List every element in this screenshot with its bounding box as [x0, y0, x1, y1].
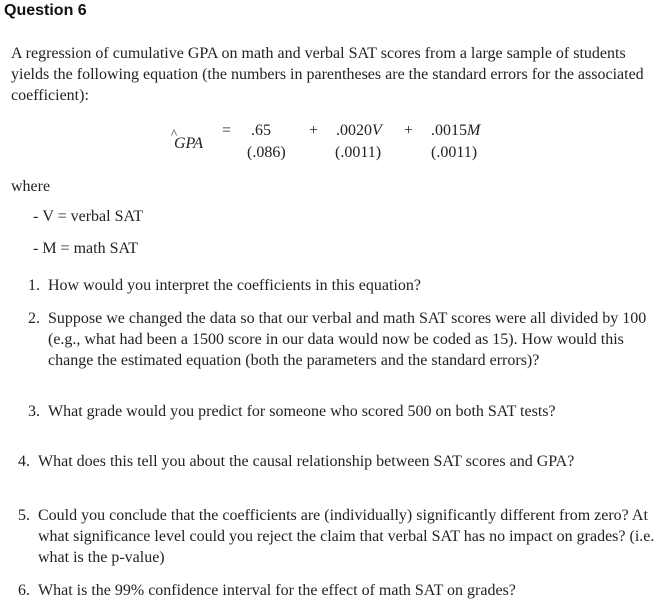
- question-number: 3.: [28, 403, 40, 420]
- definition-item: - V = verbal SAT: [33, 208, 144, 225]
- question-text: Suppose we changed the data so that our verbal and math SAT scores were all divided by 100 (e.g., what had been a 1500 score in our data would now be coded as 15). How would this change the estimated equation (both the parameters and the standard errors)?: [48, 310, 647, 369]
- question-text: What does this tell you about the causal relationship between SAT scores and GPA?: [38, 453, 575, 470]
- equation-intercept-se: (.086): [247, 144, 286, 161]
- equation-equals: =: [222, 122, 232, 139]
- question-item-1: [28, 275, 658, 297]
- regression-equation: ^ GPA = .65 (.086) + .0020V (.0011) + .0015M (.0011): [170, 122, 481, 161]
- question-text: How would you interpret the coefficients in this equation?: [48, 277, 421, 294]
- definition-item: - M = math SAT: [33, 240, 139, 257]
- question-item-6: [18, 580, 668, 602]
- question-number: 4.: [18, 453, 30, 470]
- equation-intercept: .65: [251, 122, 271, 139]
- question-item-3: [28, 401, 663, 423]
- equation-coef-m-se: (.0011): [431, 144, 478, 161]
- question-item-4: [18, 451, 668, 493]
- question-number: 5.: [18, 507, 30, 524]
- question-text: What grade would you predict for someone who scored 500 on both SAT tests?: [48, 403, 556, 420]
- question-text: Could you conclude that the coefficients are (individually) significantly different from zero? At what significance level could you reject the claim that verbal SAT has no impact on grades? (i.e. what is the p-value): [38, 507, 655, 566]
- question-number: 6.: [18, 582, 30, 599]
- question-item-5: [18, 505, 668, 568]
- question-heading: Question 6: [4, 2, 87, 19]
- equation-plus-2: +: [404, 122, 414, 139]
- intro-paragraph: A regression of cumulative GPA on math and verbal SAT scores from a large sample of students yields the following equation (the numbers in parentheses are the standard errors for the associated coefficient):: [11, 45, 644, 104]
- question-item-2: [28, 308, 658, 392]
- question-number: 2.: [28, 310, 40, 327]
- where-label: where: [11, 178, 51, 195]
- equation-plus-1: +: [309, 122, 319, 139]
- equation-coef-m: .0015M: [431, 122, 481, 139]
- question-text: What is the 99% confidence interval for the effect of math SAT on grades?: [38, 582, 516, 599]
- equation-coef-v-se: (.0011): [335, 144, 382, 161]
- question-number: 1.: [28, 277, 40, 294]
- equation-coef-v: .0020V: [336, 122, 382, 139]
